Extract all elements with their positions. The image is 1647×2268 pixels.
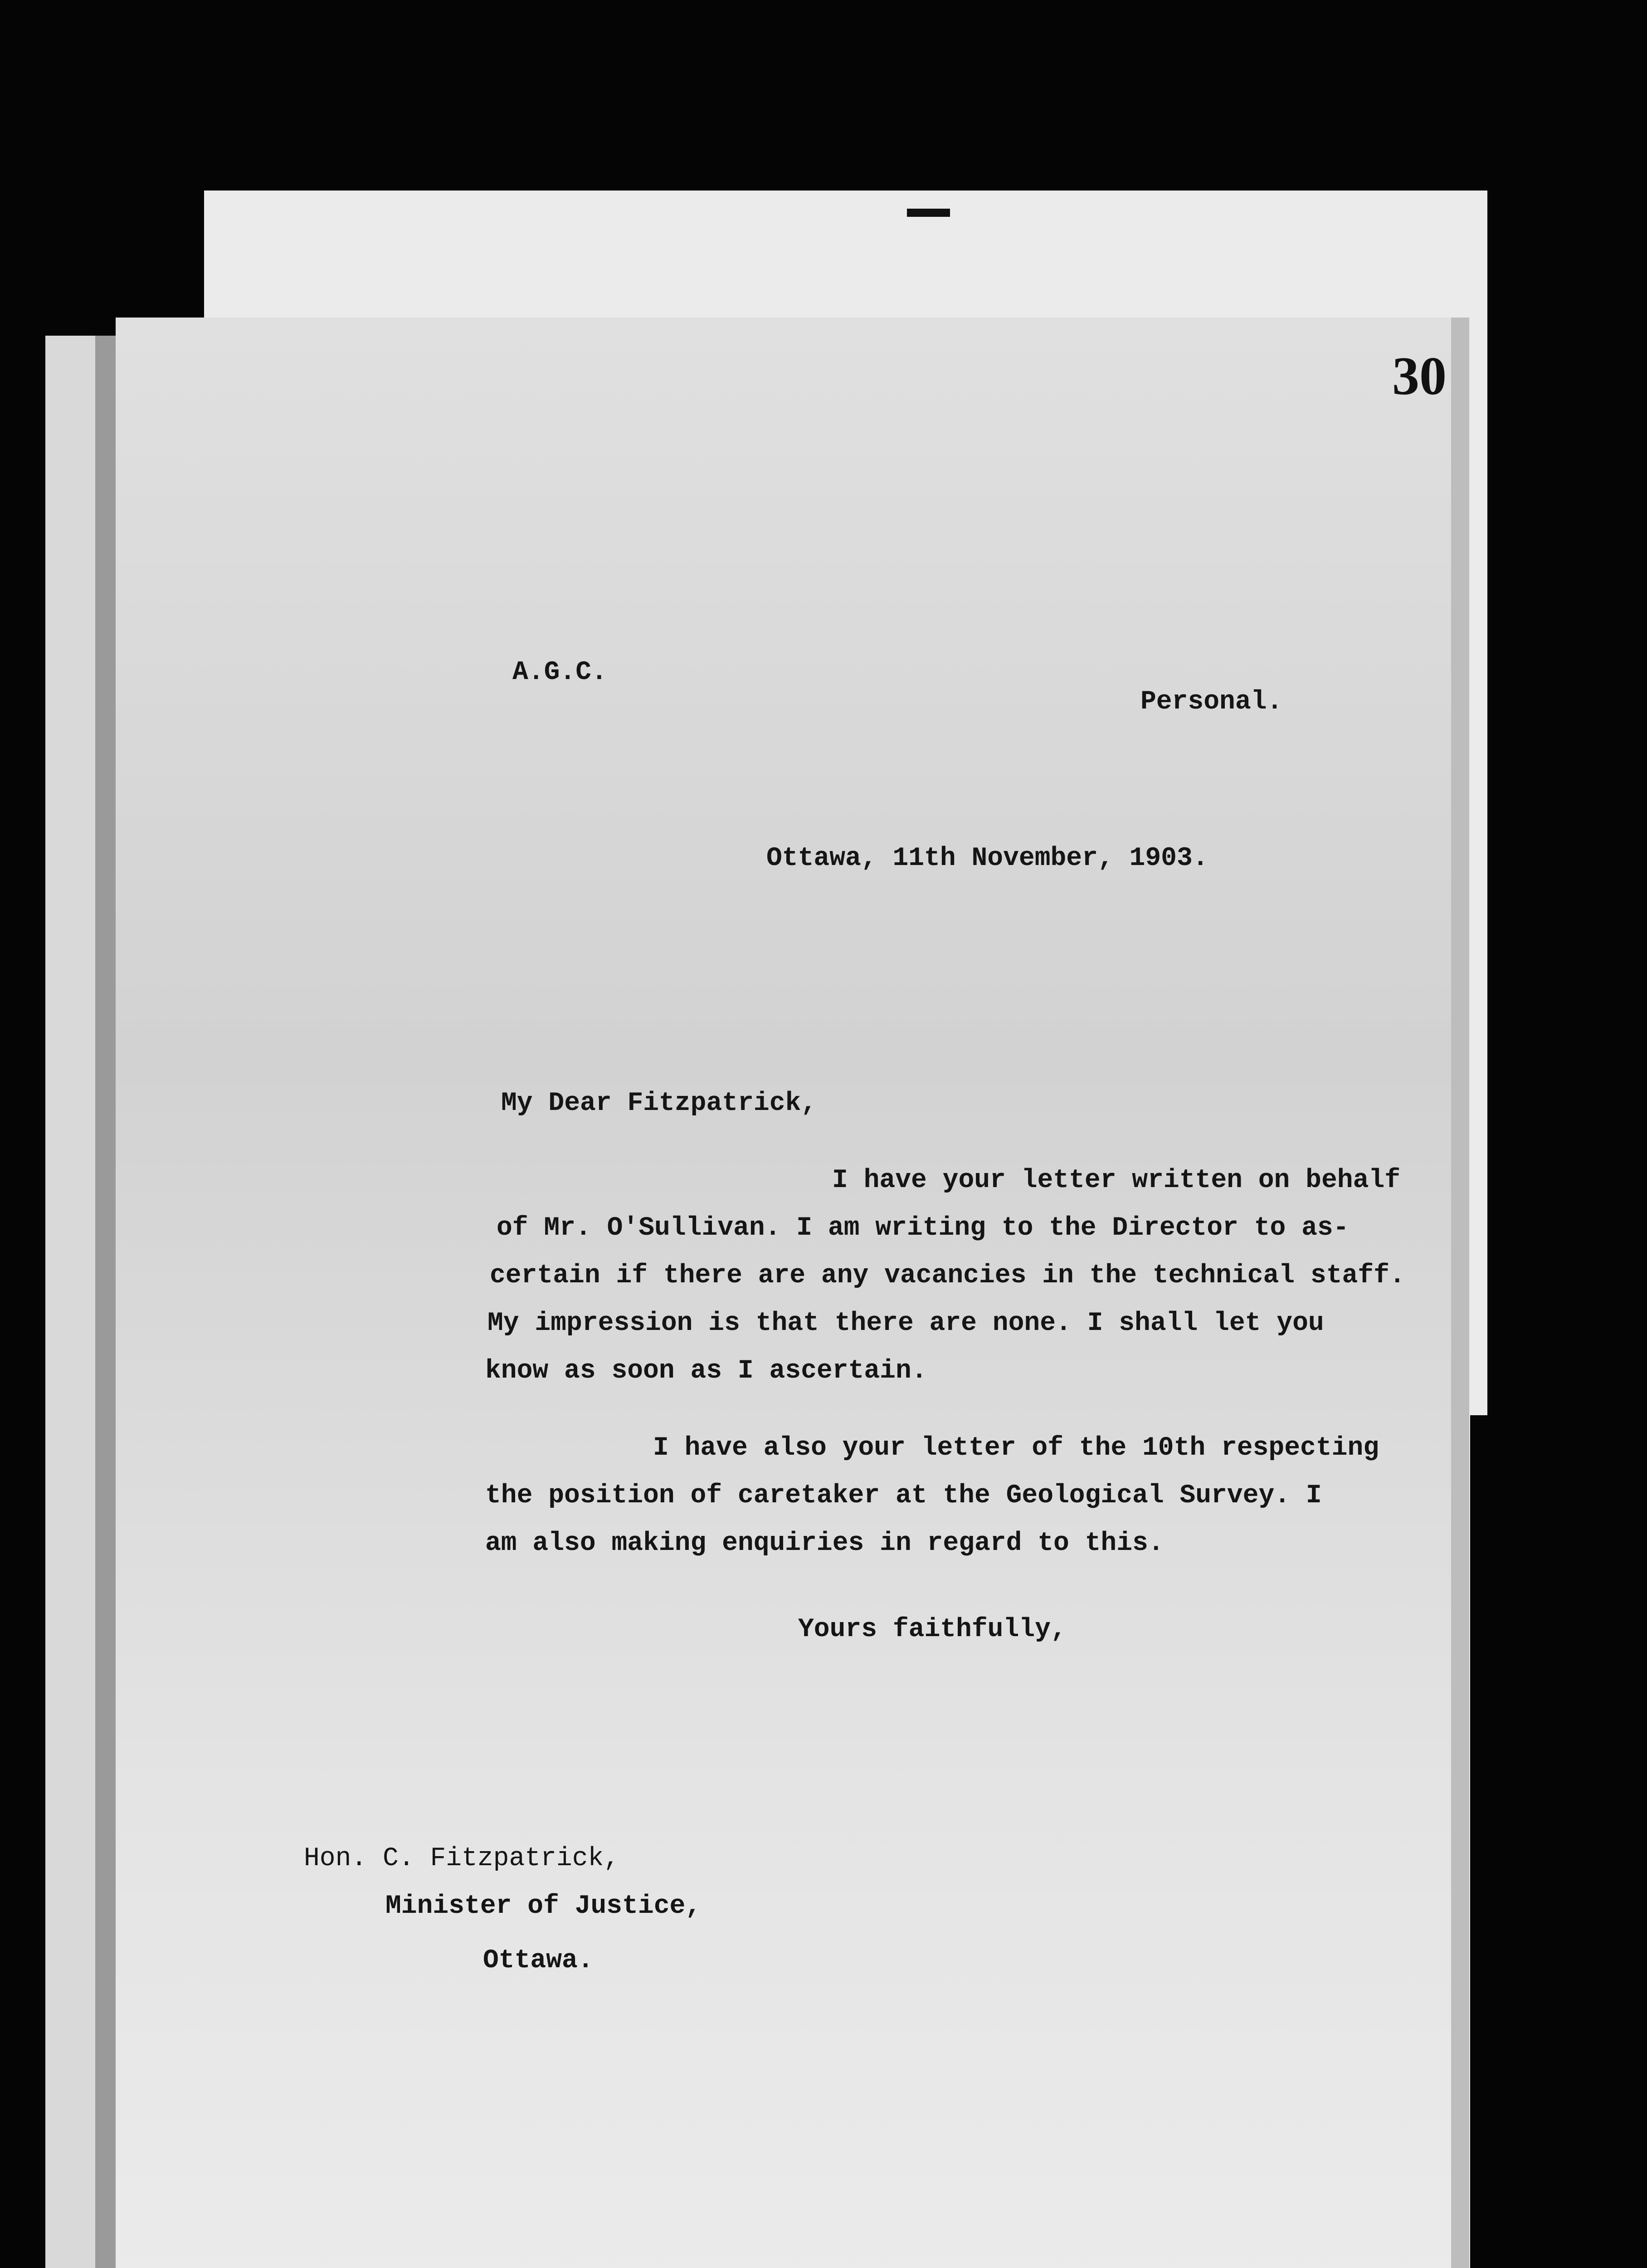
header-personal: Personal. — [1140, 687, 1283, 717]
body-line: the position of caretaker at the Geological Survey. I — [485, 1481, 1322, 1510]
body-line: My impression is that there are none. I shall let you — [487, 1309, 1324, 1338]
closing: Yours faithfully, — [798, 1615, 1067, 1644]
header-initials: A.G.C. — [512, 658, 607, 687]
page-edge — [45, 336, 95, 2268]
addressee-name: Hon. C. Fitzpatrick, — [304, 1844, 620, 1873]
body-line: know as soon as I ascertain. — [485, 1356, 927, 1386]
body-line: am also making enquiries in regard to this. — [485, 1529, 1164, 1558]
body-line: of Mr. O'Sullivan. I am writing to the Director to as- — [497, 1213, 1349, 1243]
dash-mark — [907, 209, 950, 217]
letter-sheet — [116, 318, 1465, 2268]
addressee-title: Minister of Justice, — [385, 1892, 702, 1921]
salutation: My Dear Fitzpatrick, — [501, 1089, 817, 1118]
body-line: I have also your letter of the 10th respecting — [653, 1433, 1379, 1463]
date-line: Ottawa, 11th November, 1903. — [766, 844, 1208, 873]
addressee-city: Ottawa. — [483, 1946, 594, 1975]
body-line: I have your letter written on behalf — [832, 1166, 1401, 1195]
page-number: 30 — [1392, 346, 1447, 406]
page-edge — [95, 336, 116, 2268]
sheet-edge-shadow — [1451, 318, 1469, 2268]
body-line: certain if there are any vacancies in the technical staff. — [490, 1261, 1405, 1290]
